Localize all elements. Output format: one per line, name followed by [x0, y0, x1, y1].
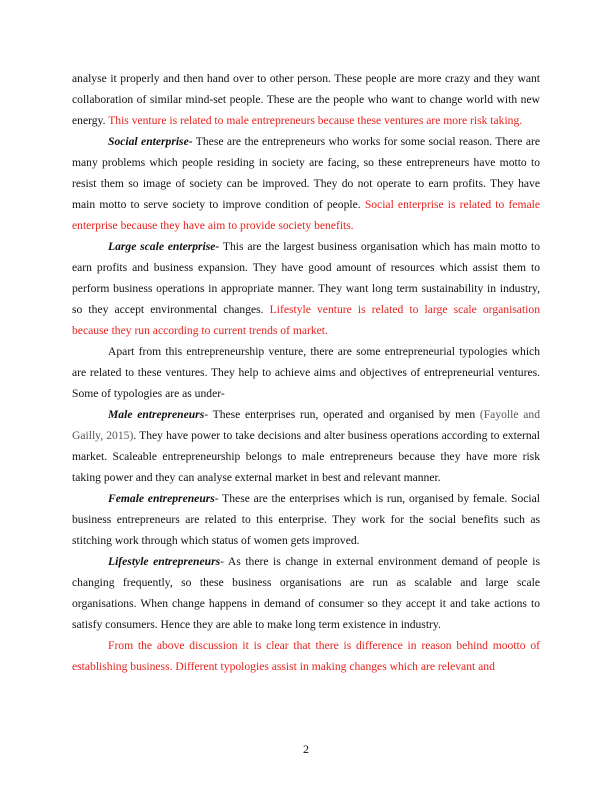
term-female-entrepreneurs: Female entrepreneurs	[108, 492, 215, 505]
paragraph-large-scale-enterprise	[72, 236, 540, 341]
paragraph-lifestyle-entrepreneurs	[72, 551, 540, 635]
highlighted-text: Lifestyle venture is related to large scale organisation because they run according to current trends of market.	[72, 303, 540, 337]
paragraph-text: . They have power to take decisions and alter business operations according to external market. Scaleable entrepreneurship belongs to male entrepreneurs because they have more risk taking power and they can analyse external market in best and relevant manner.	[72, 429, 540, 484]
paragraph-typologies-intro	[72, 341, 540, 404]
paragraph-social-enterprise	[72, 131, 540, 236]
term-large-scale-enterprise: Large scale enterprise-	[108, 240, 220, 253]
paragraph-text: - As there is change in external environment demand of people is changing frequently, so these business organisations are run as scalable and large scale organisations. When change happens in demand of consumer so they accept it and take actions to satisfy consumers. Hence they are able to make long term existence in industry.	[72, 555, 540, 631]
highlighted-text: This venture is related to male entrepreneurs because these ventures are more risk taking.	[108, 114, 523, 127]
highlighted-text: Social enterprise is related to female enterprise because they have aim to provide society benefits.	[72, 198, 540, 232]
highlighted-text: From the above discussion it is clear that there is difference in reason behind mootto of establishing business. Different typologies assist in making changes which are relevant and	[72, 639, 540, 673]
citation: (Fayolle and Gailly, 2015)	[72, 408, 540, 442]
term-lifestyle-entrepreneurs: Lifestyle entrepreneurs	[108, 555, 221, 568]
paragraph-text: - These are the enterprises which is run, organised by female. Social business entrepreneurs are related to this enterprise. They work for the social benefits such as stitching work through which status of women gets improved.	[72, 492, 541, 547]
paragraph-female-entrepreneurs	[72, 488, 540, 551]
paragraph-text: This are the largest business organisation which has main motto to earn profits and business expansion. They have good amount of resources which assist them to perform business operations in appropriate manner. They want long term sustainability in industry, so they accept environmental changes.	[72, 240, 541, 316]
term-social-enterprise: Social enterprise-	[108, 135, 193, 148]
page-number: 2	[303, 742, 309, 756]
paragraph-text: These are the entrepreneurs who works for some social reason. There are many problems which people residing in society are facing, so these entrepreneurs have motto to resist them so image of society can be improved. They do not operate to earn profits. They have main motto to serve society to improve condition of people.	[72, 135, 540, 211]
paragraph-venture-continuation	[72, 68, 540, 131]
paragraph-text: analyse it properly and then hand over to other person. These people are more crazy and they want collaboration of similar mind-set people. These are the people who want to change world with new energy.	[72, 72, 540, 127]
paragraph-text: Apart from this entrepreneurship venture, there are some entrepreneurial typologies which are related to these ventures. They help to achieve aims and objectives of entrepreneurial ventures. Some of typologies are as under-	[72, 345, 540, 400]
paragraph-male-entrepreneurs	[72, 404, 540, 488]
body-text	[72, 68, 540, 677]
paragraph-conclusion	[72, 635, 540, 677]
term-male-entrepreneurs: Male entrepreneurs	[108, 408, 205, 421]
paragraph-text: - These enterprises run, operated and organised by men	[204, 408, 476, 421]
